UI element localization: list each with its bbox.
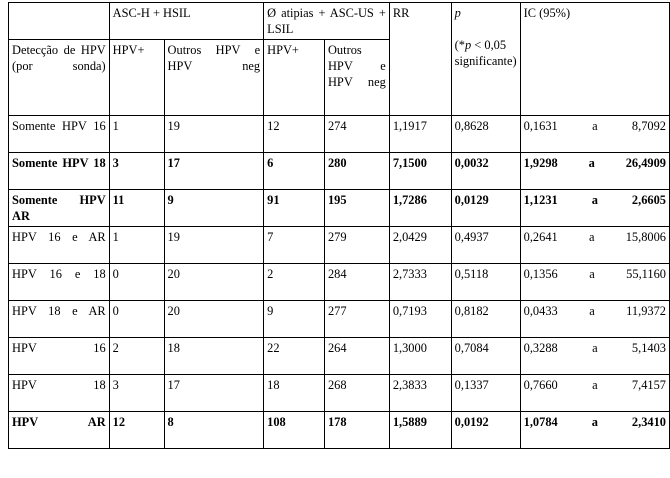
header-row-label-text: Detecção de HPV (por sonda) [12,43,106,73]
header-p-note-p: p [464,38,472,52]
header-p-label: p [454,6,461,20]
cell-hsil-other: 9 [164,190,264,227]
cell-lsil-other: 178 [324,412,389,449]
cell-lsil-hpv-pos: 9 [264,301,325,338]
cell-lsil-hpv-pos: 108 [264,412,325,449]
cell-p: 0,4937 [451,227,520,264]
header-outros-2-text: Outros HPV e HPV neg [327,43,386,89]
cell-lsil-other: 279 [324,227,389,264]
cell-lsil-hpv-pos: 2 [264,264,325,301]
row-label: HPV AR [12,415,106,429]
cell-ic [520,301,669,338]
cell-ic-text: 0,2641 a 15,8006 [523,230,666,244]
cell-p: 0,1337 [451,375,520,412]
cell-lsil-other: 274 [324,116,389,153]
cell-ic [520,264,669,301]
table-body [9,116,670,449]
cell-ic-text: 0,0433 a 11,9372 [523,304,666,318]
header-row-label [9,40,110,116]
row-label-cell [9,153,110,190]
header-hpv-pos-2: HPV+ [264,40,325,116]
cell-rr: 2,7333 [389,264,451,301]
cell-ic [520,227,669,264]
cell-ic-text: 0,1631 a 8,7092 [523,119,666,133]
header-outros-1-text: Outros HPV e HPV neg [167,43,261,73]
header-group-no-atypia [264,3,390,40]
header-empty-cell [9,3,110,40]
row-label-cell [9,190,110,227]
header-outros-1 [164,40,264,116]
cell-ic-text: 0,7660 a 7,4157 [523,378,666,392]
row-label-cell [9,338,110,375]
cell-p: 0,0129 [451,190,520,227]
cell-p: 0,7084 [451,338,520,375]
cell-lsil-hpv-pos: 91 [264,190,325,227]
cell-hsil-hpv-pos: 0 [109,301,164,338]
cell-hsil-other: 17 [164,153,264,190]
cell-ic-text: 1,9298 a 26,4909 [523,156,666,170]
cell-ic-text: 0,3288 a 5,1403 [523,341,666,355]
row-label-cell [9,264,110,301]
row-label: Somente HPV 16 [12,119,106,133]
cell-rr: 1,1917 [389,116,451,153]
row-label: Somente HPV 18 [12,156,106,170]
table-row-somente-hpv-16 [9,116,670,153]
row-label-cell [9,116,110,153]
cell-hsil-other: 17 [164,375,264,412]
header-group-no-atypia-text: Ø atipias + ASC-US + LSIL [267,6,386,36]
cell-rr: 1,7286 [389,190,451,227]
cell-hsil-hpv-pos: 0 [109,264,164,301]
results-table [8,2,670,449]
cell-hsil-hpv-pos: 1 [109,227,164,264]
cell-p: 0,8628 [451,116,520,153]
header-outros-2 [324,40,389,116]
cell-hsil-hpv-pos: 3 [109,375,164,412]
row-label: HPV 16 e AR [12,230,106,244]
cell-p: 0,8182 [451,301,520,338]
cell-rr: 0,7193 [389,301,451,338]
row-label-cell [9,227,110,264]
cell-hsil-hpv-pos: 3 [109,153,164,190]
cell-lsil-hpv-pos: 22 [264,338,325,375]
cell-hsil-hpv-pos: 12 [109,412,164,449]
table-row-hpv-16 [9,338,670,375]
header-p [451,3,520,116]
header-ic: IC (95%) [520,3,669,116]
cell-ic [520,375,669,412]
cell-ic [520,153,669,190]
cell-rr: 2,0429 [389,227,451,264]
cell-ic [520,116,669,153]
cell-ic-text: 1,1231 a 2,6605 [523,193,666,207]
cell-hsil-hpv-pos: 11 [109,190,164,227]
row-label: Somente HPV AR [12,193,106,223]
row-label-cell [9,412,110,449]
header-hpv-pos-1: HPV+ [109,40,164,116]
header-group-asc-h-hsil: ASC-H + HSIL [109,3,263,40]
cell-ic [520,338,669,375]
cell-lsil-hpv-pos: 18 [264,375,325,412]
header-p-note-threshold: < 0,05 [471,38,507,52]
cell-hsil-other: 20 [164,264,264,301]
cell-p: 0,0032 [451,153,520,190]
header-p-note-line2: significante) [454,54,517,68]
cell-lsil-other: 264 [324,338,389,375]
cell-lsil-other: 280 [324,153,389,190]
cell-ic [520,412,669,449]
cell-hsil-hpv-pos: 1 [109,116,164,153]
cell-p: 0,0192 [451,412,520,449]
header-p-note-star: (* [454,38,465,52]
cell-hsil-other: 18 [164,338,264,375]
cell-rr: 7,1500 [389,153,451,190]
cell-ic-text: 0,1356 a 55,1160 [523,267,666,281]
row-label: HPV 16 [12,341,106,355]
row-label: HPV 18 [12,378,106,392]
cell-lsil-hpv-pos: 6 [264,153,325,190]
header-row-1 [9,3,670,40]
cell-hsil-other: 8 [164,412,264,449]
header-p-note [455,37,517,53]
cell-hsil-hpv-pos: 2 [109,338,164,375]
cell-lsil-hpv-pos: 7 [264,227,325,264]
cell-rr: 1,5889 [389,412,451,449]
row-label: HPV 18 e AR [12,304,106,318]
cell-hsil-other: 19 [164,116,264,153]
cell-hsil-other: 20 [164,301,264,338]
cell-lsil-other: 268 [324,375,389,412]
cell-hsil-other: 19 [164,227,264,264]
cell-lsil-hpv-pos: 12 [264,116,325,153]
table-row-somente-hpv-ar [9,190,670,227]
cell-ic [520,190,669,227]
table-row-somente-hpv-18 [9,153,670,190]
row-label: HPV 16 e 18 [12,267,106,281]
cell-lsil-other: 284 [324,264,389,301]
table-row-hpv-ar [9,412,670,449]
header-rr: RR [389,3,451,116]
row-label-cell [9,375,110,412]
cell-ic-text: 1,0784 a 2,3410 [523,415,666,429]
cell-p: 0,5118 [451,264,520,301]
table-row-hpv-18 [9,375,670,412]
row-label-cell [9,301,110,338]
cell-rr: 2,3833 [389,375,451,412]
cell-lsil-other: 195 [324,190,389,227]
cell-lsil-other: 277 [324,301,389,338]
table-row-hpv-16-e-18 [9,264,670,301]
table-row-hpv-18-e-ar [9,301,670,338]
table-row-hpv-16-e-ar [9,227,670,264]
cell-rr: 1,3000 [389,338,451,375]
